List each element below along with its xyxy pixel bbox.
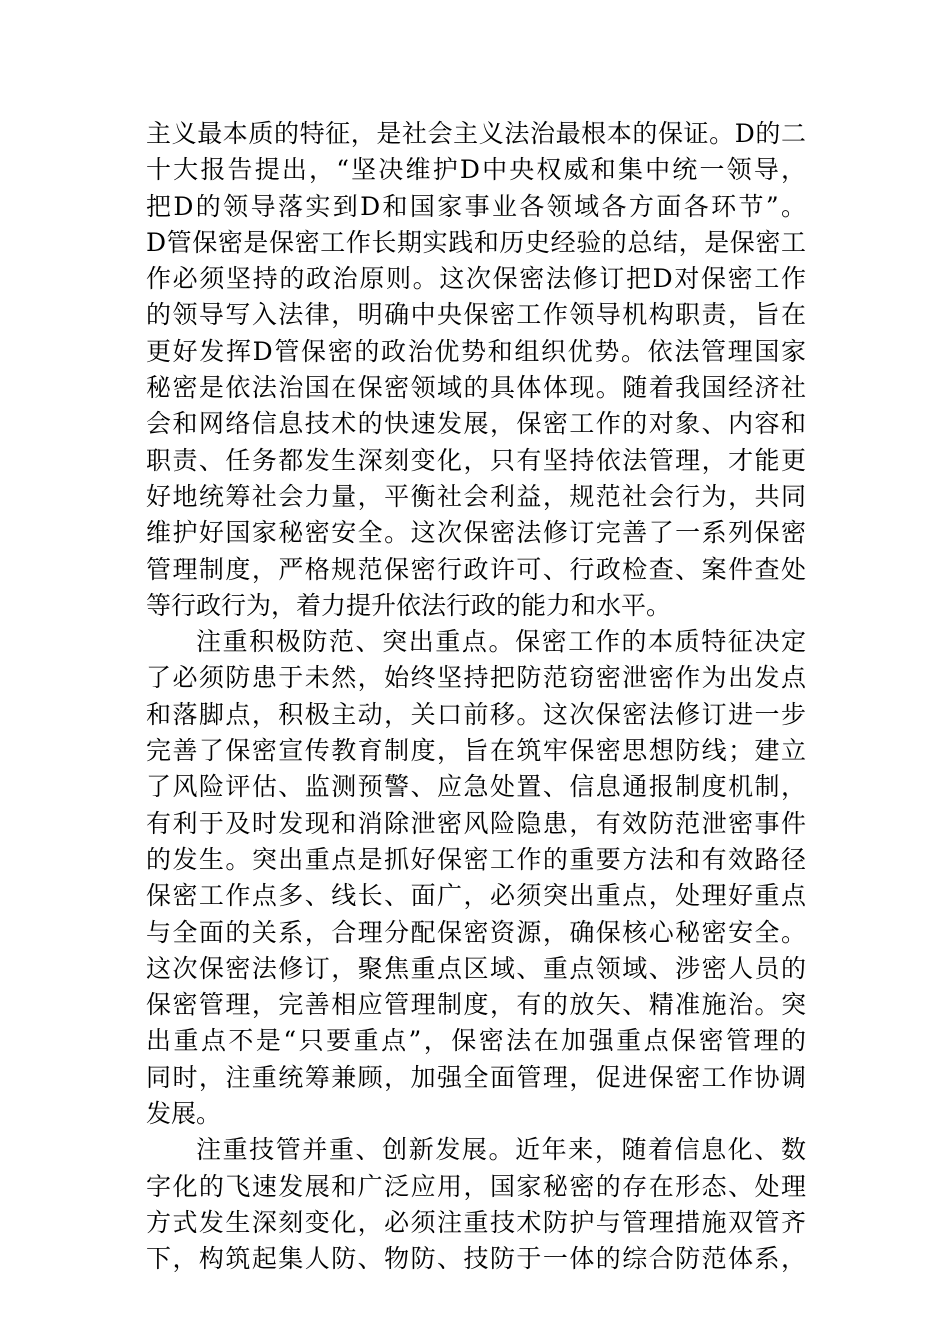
text-line: 维护好国家秘密安全。这次保密法修订完善了一系列保密 — [146, 518, 806, 548]
text-line: 下，构筑起集人防、物防、技防于一体的综合防范体系， — [146, 1244, 806, 1274]
text-line: 管理制度，严格规范保密行政许可、行政检查、案件查处 — [146, 554, 806, 584]
text-line: 保密管理，完善相应管理制度，有的放矢、精准施治。突 — [146, 990, 806, 1020]
text-line: 十大报告提出，“坚决维护D中央权威和集中统一领导， — [146, 155, 806, 185]
text-line: 了风险评估、监测预警、应急处置、信息通报制度机制， — [146, 772, 806, 802]
text-line: 出重点不是“只要重点”，保密法在加强重点保密管理的 — [146, 1026, 806, 1056]
text-line: 作必须坚持的政治原则。这次保密法修订把D对保密工作 — [146, 264, 806, 294]
text-line: 主义最本质的特征，是社会主义法治最根本的保证。D的二 — [146, 119, 806, 148]
text-line: 会和网络信息技术的快速发展，保密工作的对象、内容和 — [146, 409, 806, 439]
text-line: 字化的飞速发展和广泛应用，国家秘密的存在形态、处理 — [146, 1171, 806, 1201]
text-line: 秘密是依法治国在保密领域的具体体现。随着我国经济社 — [146, 373, 806, 403]
text-line: 好地统筹社会力量，平衡社会利益，规范社会行为，共同 — [146, 481, 806, 511]
text-line: 同时，注重统筹兼顾，加强全面管理，促进保密工作协调 — [146, 1062, 806, 1092]
text-line: 注重积极防范、突出重点。保密工作的本质特征决定 — [196, 627, 806, 657]
text-line: 职责、任务都发生深刻变化，只有坚持依法管理，才能更 — [146, 445, 806, 475]
text-line: 注重技管并重、创新发展。近年来，随着信息化、数 — [196, 1135, 806, 1165]
text-line: 这次保密法修订，聚焦重点区域、重点领域、涉密人员的 — [146, 953, 806, 983]
text-line: 和落脚点，积极主动，关口前移。这次保密法修订进一步 — [146, 699, 806, 729]
text-line: 的发生。突出重点是抓好保密工作的重要方法和有效路径 — [146, 844, 806, 874]
text-line: 发展。 — [146, 1099, 222, 1129]
text-line: 完善了保密宣传教育制度，旨在筑牢保密思想防线；建立 — [146, 736, 806, 766]
text-line: 等行政行为，着力提升依法行政的能力和水平。 — [146, 590, 672, 620]
text-line: 的领导写入法律，明确中央保密工作领导机构职责，旨在 — [146, 300, 806, 330]
text-line: 更好发挥D管保密的政治优势和组织优势。依法管理国家 — [146, 336, 806, 366]
text-line: 了必须防患于未然，始终坚持把防范窃密泄密作为出发点 — [146, 663, 806, 693]
text-line: D管保密是保密工作长期实践和历史经验的总结，是保密工 — [146, 227, 806, 257]
text-line: 把D的领导落实到D和国家事业各领域各方面各环节”。 — [146, 191, 806, 221]
text-line: 保密工作点多、线长、面广，必须突出重点，处理好重点 — [146, 881, 806, 911]
text-line: 与全面的关系，合理分配保密资源，确保核心秘密安全。 — [146, 917, 806, 947]
document-page — [146, 116, 806, 1278]
text-line: 方式发生深刻变化，必须注重技术防护与管理措施双管齐 — [146, 1207, 806, 1237]
text-line: 有利于及时发现和消除泄密风险隐患，有效防范泄密事件 — [146, 808, 806, 838]
